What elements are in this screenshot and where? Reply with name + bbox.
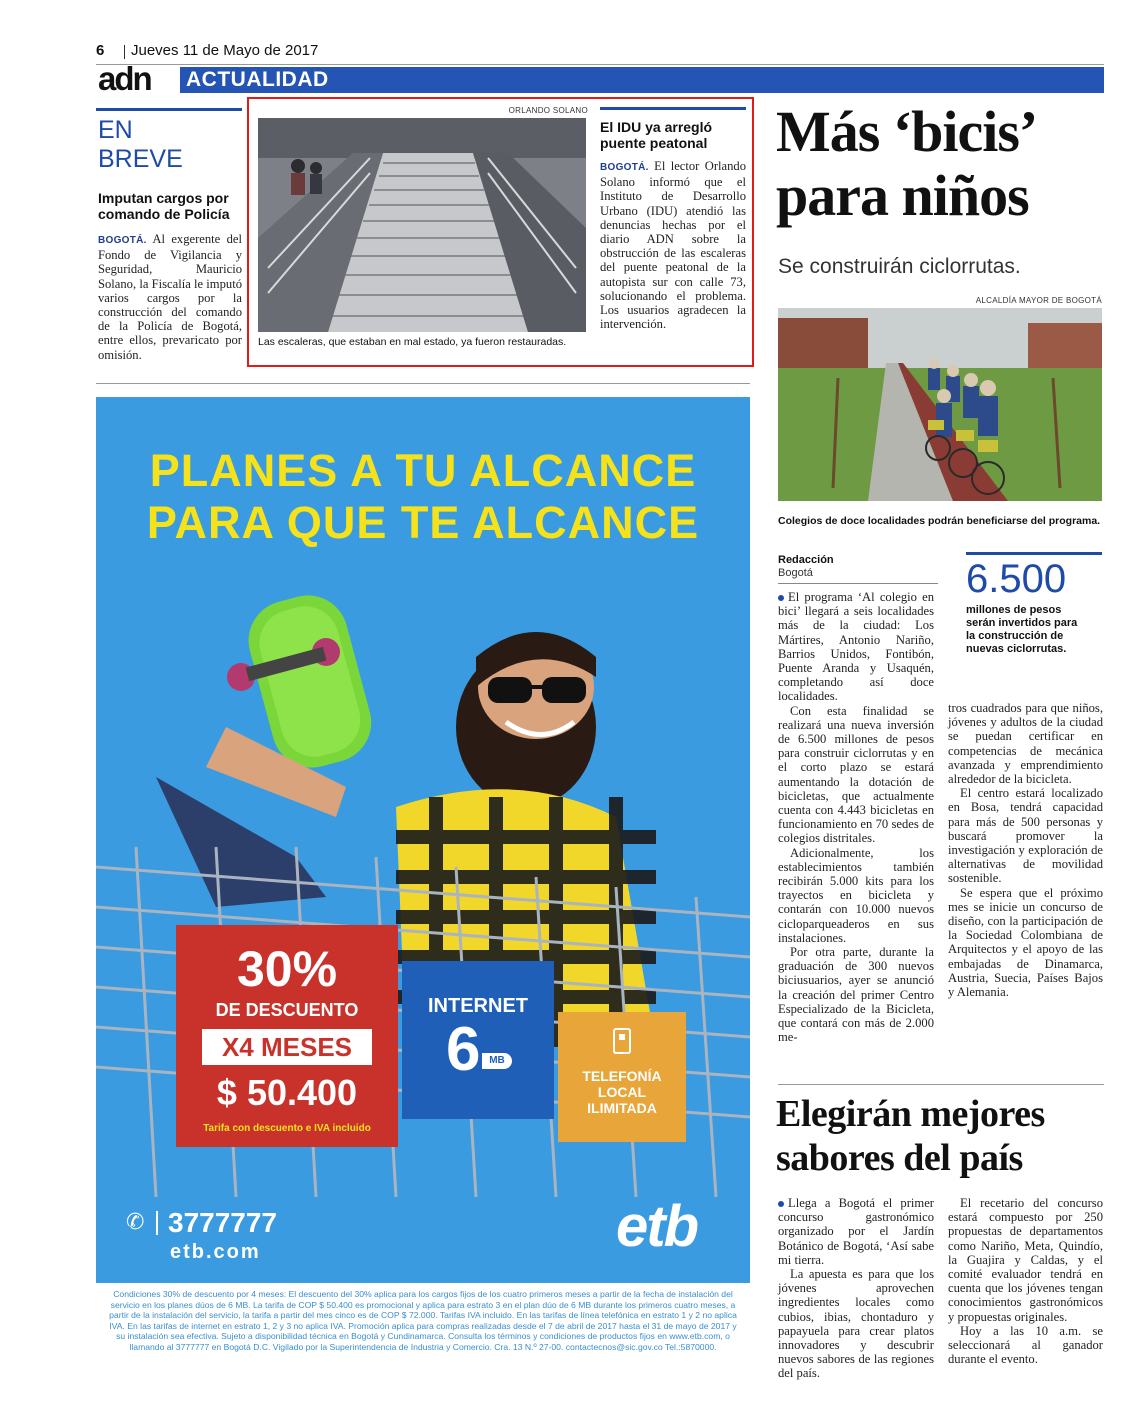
sabores-col2-p1: El recetario del concurso estará compuesto por 250 propuestas de departamentos como Nariño, Meta, Quindío, la Guajira y Caldas, y el comité evaluador tendrá en cuenta que los jóvenes tengan conocimientos gastronómicos y propuestas originales. xyxy=(948,1196,1103,1324)
sabores-headline-line1: Elegirán mejores xyxy=(776,1093,1045,1135)
idu-photo-credit: ORLANDO SOLANO xyxy=(508,106,588,115)
months-box xyxy=(202,1029,372,1065)
idu-headline: El IDU ya arregló puente peatonal xyxy=(600,119,713,151)
bicis-headline-line2: para niños xyxy=(776,163,1029,228)
telefonia-line1: TELEFONÍA xyxy=(582,1068,662,1084)
internet-box xyxy=(402,961,554,1119)
internet-speed: 6 xyxy=(446,1015,481,1084)
header-divider xyxy=(124,45,125,59)
mb-badge xyxy=(482,1053,512,1069)
fine-print-panel xyxy=(96,1283,750,1403)
bicis-byline-name: Redacción xyxy=(778,554,834,566)
ad-headline-line2: PARA QUE TE ALCANCE xyxy=(146,497,700,548)
bicis-col2-p2: El centro estará localizado en Bosa, tendrá capacidad para más de 500 personas y buscará promover la investigación y exploración de alternativas de movilidad sostenible. xyxy=(948,786,1103,886)
bullet-icon xyxy=(778,595,784,601)
bicis-col2-p1: tros cuadrados para que niños, jóvenes y adultos de la ciudad se puedan certificar en competencias de mecánica avanzada y emprendimiento alrededor de la bicicleta. xyxy=(948,701,1103,787)
ad-top-rule xyxy=(96,383,750,384)
etb-logo: etb xyxy=(616,1194,697,1259)
bicis-column-1 xyxy=(778,590,934,1045)
bicis-headline-line1: Más ‘bicis’ xyxy=(776,99,1038,164)
bicis-col1-p2: Con esta finalidad se realizará una nueva inversión de 6.500 millones de pesos para construir ciclorrutas y en el corto plazo se estará aumentando la dotación de bicicletas, que actualmente cuenta con 4.443 bicicletas en funcionamiento en 70 sedes de colegios distritales. xyxy=(778,703,934,846)
bicis-byline xyxy=(778,554,928,584)
section-bar xyxy=(180,67,1104,93)
idu-dateline: BOGOTÁ. xyxy=(600,162,649,173)
kids-cycling-illustration xyxy=(778,308,1102,501)
idu-caption: Las escaleras, que estaban en mal estado, ya fueron restauradas. xyxy=(258,336,567,348)
stat-label-rest: para la construcción de nuevas ciclorrutas. xyxy=(966,617,1078,655)
publication-date: Jueves 11 de Mayo de 2017 xyxy=(131,42,319,59)
months-label: X4 MESES xyxy=(221,1032,353,1062)
bicis-subhead: Se construirán ciclorrutas. xyxy=(778,255,1021,278)
sabores-column-2 xyxy=(948,1196,1103,1366)
sabores-col1-p1: Llega a Bogotá el primer concurso gastronómico organizado por el Jardín Botánico de Bogotá, ‘Así sabe mi tierra. xyxy=(778,1196,934,1267)
sabores-headline-line2: sabores del país xyxy=(776,1137,1023,1179)
bicis-byline-rule xyxy=(778,583,938,584)
bicis-stat-box xyxy=(966,552,1102,682)
breve-headline: Imputan cargos por comando de Policía xyxy=(98,190,230,222)
bicis-col1-p1: El programa ‘Al colegio en bici’ llegará a seis localidades más de la ciudad: Los Mártires, Antonio Nariño, Barrios Unidos, Fontibón, Puente Aranda y Usaquén, completando así doce localidades. xyxy=(778,590,934,704)
header-rule xyxy=(96,64,1104,65)
breve-body xyxy=(98,232,242,362)
fine-print: Condiciones 30% de descuento por 4 meses: El descuento del 30% aplica para los cargos fijos de los cuatro primeros meses a partir de la fecha de instalación del servicio en los planes dúos de 6 MB. La tarifa de COP $ 50.400 es promocional y aplica para estrato 3 en el plan dúo de 6 MB durante los primeros cuatro meses, a partir de la instalación del servicio, la tarifa a partir del mes cinco es de COP $ 72.000. Tarifas IVA incluido. En las tarifas de línea telefónica en estrato 1 y 2 no aplica IVA. En las tarifas de internet en estrato 1, 2 y 3 no aplica IVA. Promoción aplica para compras realizadas desde el 7 de abril de 2017 hasta el 31 de mayo de 2017 y su instalación sea efectiva. Sujeto a disponibilidad técnica en Bogotá y Cundinamarca. Consulta los términos y condiciones de productos fijos en www.etb.com, o llamando al 3777777 en Bogotá D.C. Vigilado por la Superintendencia de Industria y Comercio. Cra. 13 N.º 27-00. contactecnos@sic.gov.co Tel.:5870000. xyxy=(109,1289,737,1352)
sabores-col1-p2: La apuesta es para que los jóvenes aprovechen ingredientes locales como cubios, ibias, chontaduro y papayuela para crear platos innovadores y descubrir nuevos sabores de las regiones del país. xyxy=(778,1267,934,1381)
internet-unit: MB xyxy=(489,1055,505,1066)
bicis-byline-city: Bogotá xyxy=(778,567,813,579)
phone-handset-icon: ✆ xyxy=(126,1209,145,1234)
sabores-divider xyxy=(778,1084,1104,1085)
ad-headline xyxy=(96,445,750,549)
discount-box xyxy=(176,925,398,1147)
stat-value: 6.500 xyxy=(966,557,1067,601)
bicis-headline xyxy=(776,100,1106,228)
discount-value: 30% xyxy=(236,941,338,997)
telefonia-text xyxy=(558,1068,686,1116)
section-title: ACTUALIDAD xyxy=(186,68,329,91)
breve-dateline: BOGOTÁ. xyxy=(98,235,147,246)
breve-label-line1: EN xyxy=(98,116,133,144)
telefonia-box xyxy=(558,1012,686,1142)
breve-column xyxy=(96,108,242,368)
etb-ad xyxy=(96,397,750,1403)
price-note: Tarifa con descuento e IVA incluido xyxy=(203,1123,371,1134)
stairs-illustration xyxy=(258,118,586,332)
bicis-photo xyxy=(778,308,1102,501)
telefonia-line2: LOCAL xyxy=(597,1084,647,1100)
sabores-column-1 xyxy=(778,1196,934,1381)
bicis-col1-p4: Por otra parte, durante la graduación de 300 nuevos biciusuarios, ayer se anunció la creación del primer Centro Especializado de la Bicicleta, que contará con más de 2.000 me- xyxy=(778,945,934,1045)
sabores-headline xyxy=(776,1092,1106,1180)
discount-label: DE DESCUENTO xyxy=(215,1000,359,1020)
ad-headline-line1: PLANES A TU ALCANCE xyxy=(149,445,697,496)
telefonia-line3: ILIMITADA xyxy=(587,1100,657,1116)
idu-top-rule xyxy=(600,107,746,110)
adn-logo: adn xyxy=(98,60,151,97)
bicis-caption: Colegios de doce localidades podrán beneficiarse del programa. xyxy=(778,515,1101,527)
breve-text: Al exgerente del Fondo de Vigilancia y Seguridad, Mauricio Solano, la Fiscalía le imputó varios cargos por la construcción del comando de la Policía de Bogotá, entre ellos, prevaricato por omisión. xyxy=(98,232,242,362)
breve-top-rule xyxy=(96,108,242,111)
sabores-col2-p2: Hoy a las 10 a.m. se seleccionará al ganador durante el evento. xyxy=(948,1323,1103,1367)
breve-label-line2: BREVE xyxy=(98,145,183,173)
contact-divider xyxy=(156,1211,158,1235)
bicis-photo-credit: ALCALDÍA MAYOR DE BOGOTÁ xyxy=(975,296,1102,305)
internet-label: INTERNET xyxy=(428,995,528,1017)
contact-web: etb.com xyxy=(170,1241,261,1263)
page-header xyxy=(96,42,1104,64)
idu-body xyxy=(600,159,746,331)
idu-article xyxy=(600,107,746,357)
stat-top-rule xyxy=(966,552,1102,555)
stat-label xyxy=(966,604,1086,656)
bicis-col2-p3: Se espera que el próximo mes se inicie un concurso de diseño, con la participación de la Sociedad Colombiana de Arquitectos y el apoyo de las embajadas de Dinamarca, Austria, Suecia, Países Bajos y Alemania. xyxy=(948,885,1103,1000)
idu-text: El lector Orlando Solano informó que el Instituto de Desarrollo Urbano (IDU) atendió las denuncias hechas por el diario ADN sobre la obstrucción de las escaleras del puente peatonal de la autopista sur con calle 73, solucionando el problema. Los usuarios agradecen la intervención. xyxy=(600,159,746,332)
bicis-col1-p3: Adicionalmente, los establecimientos también recibirán 5.000 kits para los trayectos en bicicleta y contarán con 10.000 nuevos cicloparqueaderos en sus instalaciones. xyxy=(778,845,934,945)
contact-phone: 3777777 xyxy=(168,1207,278,1238)
idu-photo xyxy=(258,118,586,332)
phone-icon xyxy=(613,1028,631,1054)
page-number: 6 xyxy=(96,42,105,59)
stat-label-bold: millones de pesos serán invertidos xyxy=(966,604,1062,629)
breve-label xyxy=(98,116,183,174)
contact-block xyxy=(126,1207,386,1267)
bicis-column-2 xyxy=(948,701,1103,999)
bullet-icon xyxy=(778,1201,784,1207)
ad-price: $ 50.400 xyxy=(216,1072,358,1113)
